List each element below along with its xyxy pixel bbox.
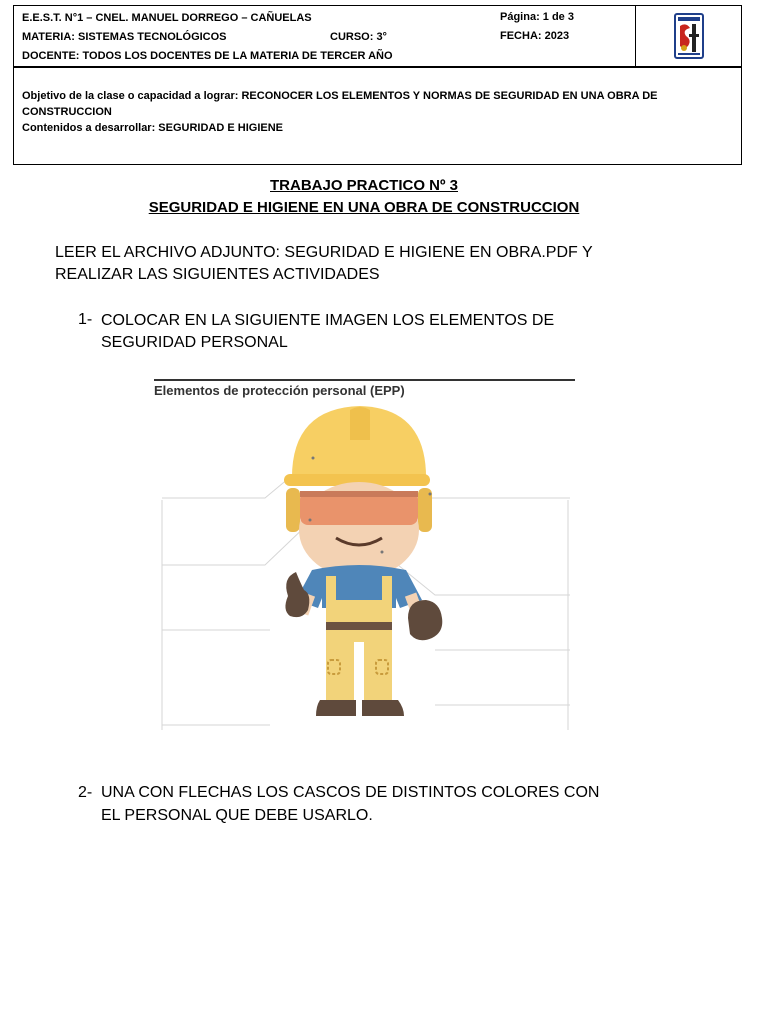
page-subtitle: SEGURIDAD E HIGIENE EN UNA OBRA DE CONSTRUCCION — [148, 199, 580, 216]
objective-box — [13, 67, 742, 165]
worker-illustration — [150, 370, 580, 735]
activity-1-number: 1- — [78, 311, 93, 328]
objective-line2: CONSTRUCCION — [22, 106, 112, 118]
objective-line1: Objetivo de la clase o capacidad a lograr: RECONOCER LOS ELEMENTOS Y NORMAS DE SEGURIDAD EN UNA OBRA DE — [22, 90, 658, 102]
activity-2-number: 2- — [78, 784, 93, 801]
glove-right-icon — [408, 600, 442, 640]
glove-left-icon — [285, 572, 309, 617]
figure-caption: Elementos de protección personal (EPP) — [154, 383, 405, 398]
activity-2-line1: UNA CON FLECHAS LOS CASCOS DE DISTINTOS COLORES CON — [101, 784, 600, 801]
ear-protection-icon — [286, 488, 300, 532]
intro-line1: LEER EL ARCHIVO ADJUNTO: SEGURIDAD E HIGIENE EN OBRA.PDF Y — [55, 244, 593, 261]
course: CURSO: 3° — [330, 31, 387, 43]
subject: MATERIA: SISTEMAS TECNOLÓGICOS — [22, 31, 227, 43]
school-name: E.E.S.T. N°1 – CNEL. MANUEL DORREGO – CAÑUELAS — [22, 12, 312, 24]
contents: Contenidos a desarrollar: SEGURIDAD E HIGIENE — [22, 122, 283, 134]
date: FECHA: 2023 — [500, 30, 570, 42]
activity-1-line1: COLOCAR EN LA SIGUIENTE IMAGEN LOS ELEMENTOS DE — [101, 312, 555, 329]
header-divider — [635, 5, 636, 67]
epp-figure — [150, 370, 580, 735]
intro-line2: REALIZAR LAS SIGUIENTES ACTIVIDADES — [55, 266, 380, 283]
activity-1-line2: SEGURIDAD PERSONAL — [101, 334, 288, 351]
page-number: Página: 1 de 3 — [500, 11, 574, 23]
activity-2-line2: EL PERSONAL QUE DEBE USARLO. — [101, 807, 373, 824]
boots-icon — [316, 700, 356, 716]
teacher: DOCENTE: TODOS LOS DOCENTES DE LA MATERIA DE TERCER AÑO — [22, 50, 393, 62]
school-crest-icon — [672, 12, 706, 62]
page-title: TRABAJO PRACTICO Nº 3 — [270, 177, 458, 194]
